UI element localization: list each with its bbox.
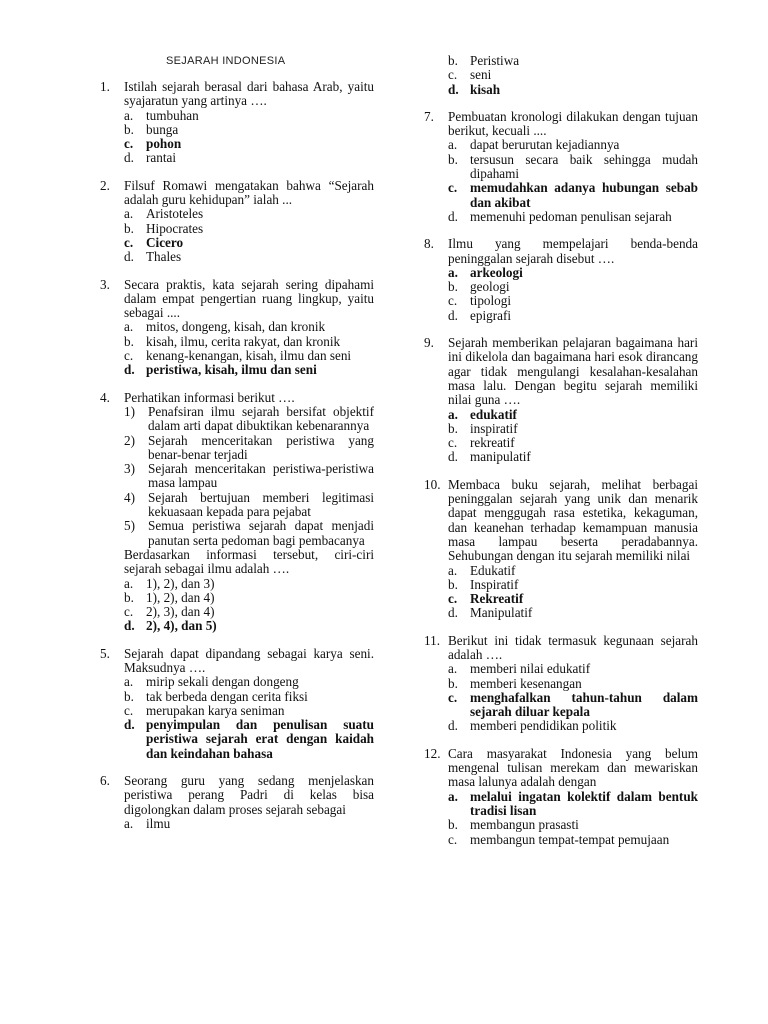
option-text: inspiratif bbox=[470, 420, 518, 436]
answer-option bbox=[100, 718, 374, 761]
option-letter: c. bbox=[448, 435, 458, 451]
option-text: mirip sekali dengan dongeng bbox=[146, 674, 299, 690]
answer-option bbox=[100, 320, 374, 334]
option-text: kisah, ilmu, cerita rakyat, dan kronik bbox=[146, 333, 341, 349]
answer-option bbox=[100, 137, 374, 151]
option-letter: a. bbox=[124, 107, 134, 123]
option-text: Manipulatif bbox=[470, 605, 533, 621]
option-text: tipologi bbox=[470, 293, 512, 309]
option-letter: d. bbox=[124, 249, 134, 265]
answer-option bbox=[424, 564, 698, 578]
question-block bbox=[100, 80, 374, 166]
question-block bbox=[424, 478, 698, 621]
option-letter: a. bbox=[124, 575, 134, 591]
right-column bbox=[424, 54, 698, 860]
question-block bbox=[100, 391, 374, 634]
option-letter: a. bbox=[448, 264, 458, 280]
question-text: Istilah sejarah berasal dari bahasa Arab, yaitu syajaratun yang artinya …. bbox=[124, 79, 374, 109]
question-number: 7. bbox=[424, 108, 434, 124]
question-stem bbox=[100, 278, 374, 321]
option-text: 2), 3), dan 4) bbox=[146, 604, 215, 620]
statement-item bbox=[100, 491, 374, 520]
statement-number: 5) bbox=[124, 518, 135, 534]
answer-option bbox=[424, 83, 698, 97]
option-letter: a. bbox=[448, 562, 458, 578]
option-letter: c. bbox=[124, 604, 134, 620]
option-letter: b. bbox=[124, 589, 134, 605]
option-text: melalui ingatan kolektif dalam bentuk tradisi lisan bbox=[470, 788, 698, 818]
page-title: SEJARAH INDONESIA bbox=[166, 55, 286, 67]
option-letter: c. bbox=[124, 136, 134, 152]
answer-option bbox=[100, 335, 374, 349]
question-stem bbox=[424, 110, 698, 139]
option-letter: b. bbox=[448, 817, 458, 833]
statement-item bbox=[100, 434, 374, 463]
option-text: rekreatif bbox=[470, 435, 515, 451]
answer-option bbox=[424, 719, 698, 733]
option-text: memberi nilai edukatif bbox=[470, 661, 591, 677]
question-text: Pembuatan kronologi dilakukan dengan tujuan berikut, kecuali .... bbox=[448, 108, 698, 139]
option-letter: d. bbox=[448, 307, 458, 323]
option-text: seni bbox=[470, 67, 492, 83]
answer-option bbox=[100, 349, 374, 363]
answer-option bbox=[100, 222, 374, 236]
question-text: Seorang guru yang sedang menjelaskan peristiwa perang Padri di kelas bisa digolongkan dalam proses sejarah sebagai bbox=[124, 773, 374, 817]
answer-option bbox=[100, 363, 374, 377]
question-stem bbox=[100, 647, 374, 676]
answer-option bbox=[100, 123, 374, 137]
option-text: Rekreatif bbox=[470, 591, 524, 607]
question-number: 1. bbox=[100, 79, 110, 94]
answer-option bbox=[424, 436, 698, 450]
answer-option bbox=[424, 818, 698, 832]
statement-text: Sejarah menceritakan peristiwa-peristiwa masa lampau bbox=[148, 461, 374, 491]
statement-text: Semua peristiwa sejarah dapat menjadi panutan serta pedoman bagi pembacanya bbox=[148, 518, 374, 548]
option-letter: a. bbox=[124, 319, 134, 335]
option-letter: b. bbox=[448, 576, 458, 592]
answer-option bbox=[424, 662, 698, 676]
answer-option bbox=[100, 817, 374, 831]
statement-item bbox=[100, 405, 374, 434]
option-text: penyimpulan dan penulisan suatu peristiwa sejarah erat dengan kaidah dan keindahan bahasa bbox=[146, 717, 374, 761]
option-text: epigrafi bbox=[470, 307, 512, 323]
option-letter: b. bbox=[448, 675, 458, 691]
answer-option bbox=[100, 151, 374, 165]
option-letter: c. bbox=[448, 689, 458, 705]
question-text: Secara praktis, kata sejarah sering dipahami dalam empat pengertian ruang lingkup, yaitu sebagai .... bbox=[124, 276, 374, 321]
option-text: geologi bbox=[470, 279, 510, 295]
option-letter: a. bbox=[124, 674, 134, 690]
option-text: bunga bbox=[146, 121, 179, 137]
left-column bbox=[100, 80, 374, 844]
option-letter: d. bbox=[448, 718, 458, 734]
answer-option bbox=[100, 109, 374, 123]
option-letter: b. bbox=[448, 151, 458, 167]
option-letter: c. bbox=[448, 180, 458, 196]
option-letter: b. bbox=[448, 420, 458, 436]
question-number: 12. bbox=[424, 745, 441, 761]
question-stem bbox=[424, 478, 698, 564]
option-text: Cicero bbox=[146, 234, 184, 250]
option-letter: c. bbox=[124, 234, 134, 250]
question-block bbox=[424, 110, 698, 224]
answer-option bbox=[424, 181, 698, 210]
question-stem bbox=[100, 80, 374, 109]
option-letter: a. bbox=[448, 788, 458, 804]
answer-option bbox=[100, 207, 374, 221]
option-text: Hipocrates bbox=[146, 220, 204, 236]
question-stem bbox=[424, 747, 698, 790]
option-text: Thales bbox=[146, 249, 182, 265]
answer-option bbox=[424, 450, 698, 464]
answer-option bbox=[424, 138, 698, 152]
answer-option bbox=[424, 592, 698, 606]
answer-option bbox=[424, 833, 698, 847]
option-letter: d. bbox=[124, 150, 134, 166]
option-letter: c. bbox=[448, 67, 458, 83]
question-number: 9. bbox=[424, 335, 434, 351]
answer-option bbox=[100, 675, 374, 689]
answer-option bbox=[424, 210, 698, 224]
question-stem bbox=[424, 634, 698, 663]
question-block bbox=[100, 278, 374, 378]
question-block bbox=[424, 237, 698, 323]
answer-option bbox=[424, 422, 698, 436]
option-letter: d. bbox=[448, 449, 458, 465]
option-letter: c. bbox=[448, 293, 458, 309]
option-text: dapat berurutan kejadiannya bbox=[470, 137, 620, 153]
option-letter: b. bbox=[124, 688, 134, 704]
question-number: 8. bbox=[424, 236, 434, 252]
question-stem bbox=[100, 179, 374, 208]
question-block bbox=[424, 747, 698, 847]
option-letter: b. bbox=[124, 121, 134, 137]
statement-number: 1) bbox=[124, 403, 135, 419]
option-text: rantai bbox=[146, 150, 177, 166]
question-followup: Berdasarkan informasi tersebut, ciri-ciri sejarah sebagai ilmu adalah …. bbox=[124, 546, 374, 577]
option-text: pohon bbox=[146, 136, 182, 152]
option-letter: a. bbox=[448, 661, 458, 677]
answer-option bbox=[100, 236, 374, 250]
option-letter: b. bbox=[124, 220, 134, 236]
option-letter: b. bbox=[124, 333, 134, 349]
question-block bbox=[100, 647, 374, 761]
question-text: Berikut ini tidak termasuk kegunaan sejarah adalah …. bbox=[448, 632, 698, 662]
option-letter: d. bbox=[124, 618, 135, 634]
question-number: 10. bbox=[424, 476, 441, 492]
option-letter: c. bbox=[124, 348, 134, 364]
question-6-continuation bbox=[424, 54, 698, 97]
option-text: ilmu bbox=[146, 815, 171, 831]
answer-option bbox=[424, 266, 698, 280]
question-number: 6. bbox=[100, 773, 110, 789]
answer-option bbox=[424, 578, 698, 592]
question-stem bbox=[424, 336, 698, 407]
question-number: 2. bbox=[100, 177, 110, 193]
option-text: membangun prasasti bbox=[470, 817, 579, 833]
option-text: tumbuhan bbox=[146, 107, 199, 123]
statement-item bbox=[100, 462, 374, 491]
option-text: manipulatif bbox=[470, 449, 531, 465]
statement-text: Penafsiran ilmu sejarah bersifat objektif dalam arti dapat dibuktikan kebenarannya bbox=[148, 403, 374, 434]
question-block bbox=[100, 179, 374, 265]
answer-option bbox=[424, 294, 698, 308]
question-text: Perhatikan informasi berikut …. bbox=[124, 389, 295, 405]
question-block bbox=[424, 634, 698, 734]
question-text: Cara masyarakat Indonesia yang belum mengenal tulisan merekam dan mewariskan masa lalunya adalah dengan bbox=[448, 745, 698, 790]
option-letter: b. bbox=[448, 279, 458, 295]
question-stem bbox=[424, 237, 698, 266]
question-text: Ilmu yang mempelajari benda-benda peninggalan sejarah disebut …. bbox=[448, 236, 698, 266]
answer-option bbox=[424, 790, 698, 819]
option-letter: a. bbox=[124, 206, 134, 222]
question-stem bbox=[100, 774, 374, 817]
option-letter: d. bbox=[448, 605, 458, 621]
answer-option bbox=[424, 54, 698, 68]
option-text: memenuhi pedoman penulisan sejarah bbox=[470, 208, 672, 224]
option-letter: a. bbox=[448, 406, 458, 422]
option-letter: c. bbox=[448, 831, 458, 847]
option-letter: c. bbox=[124, 702, 134, 718]
option-text: Edukatif bbox=[470, 562, 516, 578]
answer-option bbox=[424, 280, 698, 294]
option-text: tak berbeda dengan cerita fiksi bbox=[146, 688, 308, 704]
option-text: mitos, dongeng, kisah, dan kronik bbox=[146, 319, 326, 335]
option-text: arkeologi bbox=[470, 264, 523, 280]
option-text: memberi pendidikan politik bbox=[470, 718, 617, 734]
option-text: Inspiratif bbox=[470, 576, 519, 592]
answer-option bbox=[100, 690, 374, 704]
option-letter: d. bbox=[448, 208, 458, 224]
option-text: kisah bbox=[470, 81, 501, 97]
statement-number: 3) bbox=[124, 461, 135, 477]
answer-option bbox=[100, 591, 374, 605]
option-text: menghafalkan tahun-tahun dalam sejarah diluar kepala bbox=[470, 689, 698, 720]
question-block bbox=[100, 774, 374, 831]
option-text: memberi kesenangan bbox=[470, 675, 582, 691]
statement-number: 2) bbox=[124, 432, 135, 448]
statement-number: 4) bbox=[124, 489, 135, 505]
answer-option bbox=[424, 68, 698, 82]
question-number: 11. bbox=[424, 632, 440, 648]
option-text: 1), 2), dan 3) bbox=[146, 575, 215, 591]
question-number: 3. bbox=[100, 276, 110, 292]
option-text: kenang-kenangan, kisah, ilmu dan seni bbox=[146, 348, 352, 364]
question-text: Sejarah memberikan pelajaran bagaimana hari ini dikelola dan bagaimana hari esok dirancang agar tidak mengulangi kesalahan-kesalahan masa lalu. Dengan begitu sejarah memiliki nilai guna …. bbox=[448, 335, 698, 408]
option-text: edukatif bbox=[470, 406, 517, 422]
option-text: merupakan karya seniman bbox=[146, 702, 285, 718]
answer-option bbox=[100, 704, 374, 718]
answer-option bbox=[424, 606, 698, 620]
answer-option bbox=[100, 577, 374, 591]
option-text: 2), 4), dan 5) bbox=[146, 618, 217, 634]
question-text: Membaca buku sejarah, melihat berbagai peninggalan sejarah yang unik dan menarik dapat menggugah rasa estetika, kekaguman, dan keanehan terhadap kemampuan manusia masa lampau beserta peradabannya. Sehubungan dengan itu sejarah memiliki nilai bbox=[448, 476, 698, 564]
option-letter: d. bbox=[124, 717, 135, 733]
option-text: Aristoteles bbox=[146, 206, 204, 222]
answer-option bbox=[100, 605, 374, 619]
answer-option bbox=[424, 691, 698, 720]
option-letter: d. bbox=[124, 362, 135, 378]
question-text: Filsuf Romawi mengatakan bahwa “Sejarah adalah guru kehidupan” ialah ... bbox=[124, 177, 374, 208]
answer-option bbox=[100, 250, 374, 264]
option-letter: b. bbox=[448, 53, 458, 68]
question-stem bbox=[100, 391, 374, 405]
option-letter: c. bbox=[448, 591, 458, 607]
option-text: tersusun secara baik sehingga mudah dipahami bbox=[470, 151, 698, 182]
option-text: Peristiwa bbox=[470, 53, 520, 68]
option-text: memudahkan adanya hubungan sebab dan akibat bbox=[470, 180, 698, 210]
option-text: membangun tempat-tempat pemujaan bbox=[470, 831, 670, 847]
option-text: peristiwa, kisah, ilmu dan seni bbox=[146, 362, 317, 378]
statement-item bbox=[100, 519, 374, 548]
option-text: 1), 2), dan 4) bbox=[146, 589, 215, 605]
answer-option bbox=[424, 309, 698, 323]
answer-option bbox=[424, 408, 698, 422]
answer-option bbox=[424, 153, 698, 182]
option-letter: a. bbox=[448, 137, 458, 153]
question-number: 4. bbox=[100, 389, 110, 405]
statement-text: Sejarah bertujuan memberi legitimasi kekuasaan kepada para pejabat bbox=[148, 489, 374, 520]
question-number: 5. bbox=[100, 645, 110, 661]
statement-text: Sejarah menceritakan peristiwa yang benar-benar terjadi bbox=[148, 432, 374, 462]
answer-option bbox=[424, 677, 698, 691]
option-letter: d. bbox=[448, 81, 459, 97]
question-block bbox=[424, 336, 698, 465]
answer-option bbox=[100, 619, 374, 633]
question-text: Sejarah dapat dipandang sebagai karya seni. Maksudnya …. bbox=[124, 645, 374, 675]
option-letter: a. bbox=[124, 815, 134, 831]
